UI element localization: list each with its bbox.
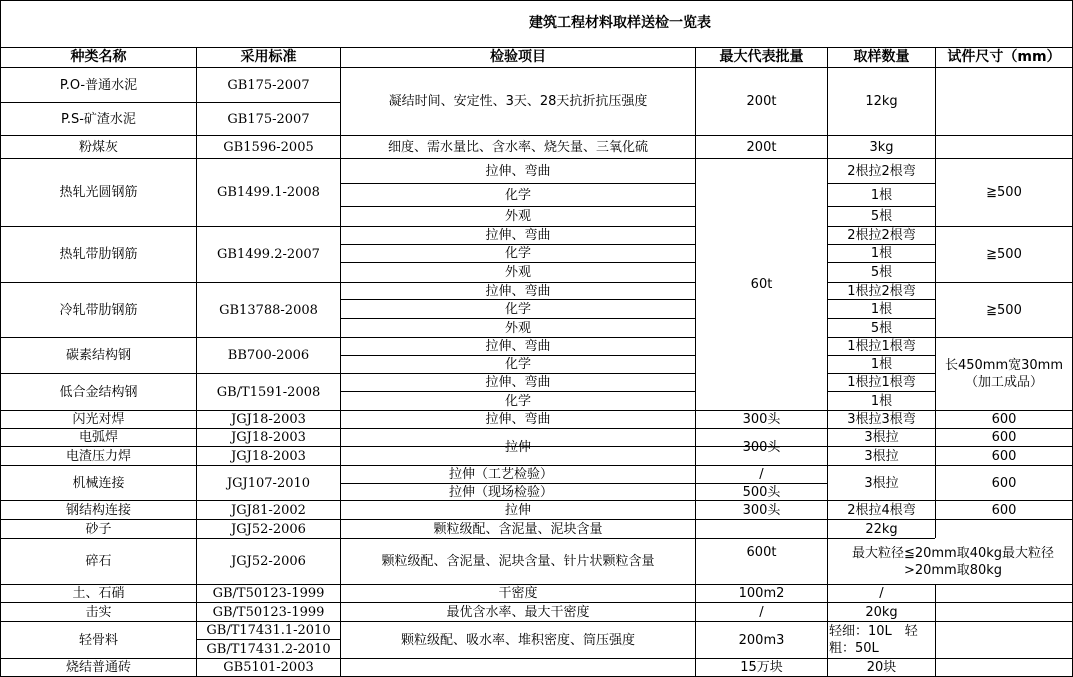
cell-brick-batch: 15万块 [740, 660, 783, 675]
cell-light-agg-batch: 200m3 [738, 632, 785, 648]
cell-round-bar-item-1: 拉伸、弯曲 [485, 163, 551, 179]
cell-mech-conn-standard: JGJ107-2010 [226, 475, 311, 491]
cell-steel-conn-items: 拉伸 [504, 502, 531, 518]
cell-mech-conn-item-2: 拉伸（现场检验） [448, 484, 553, 500]
cell-steel-conn-qty: 2根拉4根弯 [847, 502, 916, 518]
cell-flash-weld-qty: 3根拉3根弯 [847, 412, 916, 427]
cell-steel-conn-size: 600 [991, 502, 1017, 518]
cell-flash-weld-size: 600 [991, 412, 1017, 427]
cell-weld-items: 拉伸 [504, 439, 531, 455]
cell-alloy-steel-standard: GB/T1591-2008 [216, 384, 321, 400]
cell-mech-conn-batch-1: / [759, 467, 764, 482]
cell-flash-weld-items: 拉伸、弯曲 [485, 412, 551, 427]
cell-gravel-items: 颗粒级配、含泥量、泥块含量、针片状颗粒含量 [381, 554, 655, 569]
cell-compaction-items: 最优含水率、最大干密度 [446, 604, 590, 620]
cell-mech-conn-item-1: 拉伸（工艺检验） [448, 467, 553, 482]
cell-soil-name: 土、石硝 [72, 586, 125, 601]
cell-soil-qty: / [879, 586, 884, 601]
cell-brick-qty: 20块 [866, 660, 897, 675]
cell-flyash-name: 粉煤灰 [78, 139, 118, 155]
cell-ribbed-bar-size: ≧500 [986, 247, 1022, 262]
cell-steel-conn-name: 钢结构连接 [65, 502, 131, 518]
cell-sand-qty: 22kg [865, 521, 898, 537]
cell-ribbed-bar-item-3: 外观 [504, 265, 531, 280]
cell-electroslag-name: 电渣压力焊 [65, 448, 131, 464]
cell-ribbed-bar-qty-2: 1根 [870, 246, 893, 261]
cell-flyash-batch: 200t [746, 139, 777, 155]
cell-light-agg-items: 颗粒级配、吸水率、堆积密度、筒压强度 [400, 632, 635, 648]
cell-po-cement-standard: GB175-2007 [227, 77, 310, 93]
cell-ribbed-bar-item-2: 化学 [504, 246, 531, 261]
cell-carbon-steel-standard: BB700-2006 [227, 348, 310, 363]
cell-mech-conn-size: 600 [991, 475, 1017, 491]
cell-ps-cement-standard: GB175-2007 [227, 111, 310, 127]
cell-carbon-steel-qty-2: 1根 [870, 357, 893, 372]
cell-carbon-steel-qty-1: 1根拉1根弯 [847, 339, 916, 354]
cell-mech-conn-name: 机械连接 [72, 475, 125, 491]
cell-compaction-name: 击实 [85, 604, 112, 620]
cell-ribbed-bar-qty-3: 5根 [870, 265, 893, 280]
cell-electroslag-qty: 3根拉 [864, 448, 899, 464]
header-max-batch: 最大代表批量 [719, 49, 804, 65]
cell-sand-items: 颗粒级配、含泥量、泥块含量 [433, 521, 603, 537]
cell-round-bar-item-3: 外观 [504, 209, 531, 224]
cell-cold-bar-qty-3: 5根 [870, 320, 893, 336]
cell-alloy-steel-name: 低合金结构钢 [59, 384, 138, 400]
cell-round-bar-qty-3: 5根 [870, 209, 893, 224]
cell-cold-bar-item-2: 化学 [504, 301, 531, 317]
cell-arc-weld-size: 600 [991, 430, 1017, 445]
cell-cold-bar-qty-1: 1根拉2根弯 [847, 283, 916, 299]
cell-electroslag-size: 600 [991, 448, 1017, 464]
cell-sand-name: 砂子 [85, 521, 112, 537]
cell-compaction-batch: / [759, 604, 764, 620]
cell-flash-weld-batch: 300头 [742, 412, 781, 427]
cell-compaction-qty: 20kg [865, 604, 898, 620]
header-standard: 采用标准 [240, 49, 297, 65]
cell-po-cement-name: P.O-普通水泥 [59, 77, 138, 93]
cell-steel-conn-standard: JGJ81-2002 [231, 502, 306, 518]
cell-cement-batch: 200t [746, 94, 777, 109]
cell-cold-bar-item-3: 外观 [504, 320, 531, 336]
cell-gravel-standard: JGJ52-2006 [231, 554, 306, 569]
cell-light-agg-qty: 轻细：10L 轻粗：50L [829, 624, 918, 656]
header-specimen-size: 试件尺寸（mm） [947, 49, 1061, 65]
cell-soil-batch: 100m2 [738, 586, 785, 601]
cell-sand-standard: JGJ52-2006 [231, 521, 306, 537]
cell-soil-items: 干密度 [498, 586, 538, 601]
cell-aggregate-batch: 600t [746, 544, 777, 560]
cell-alloy-steel-item-1: 拉伸、弯曲 [485, 375, 551, 390]
cell-ribbed-bar-item-1: 拉伸、弯曲 [485, 228, 551, 243]
cell-ribbed-bar-name: 热轧带肋钢筋 [59, 247, 138, 262]
cell-mech-conn-batch-2: 500头 [742, 484, 781, 500]
cell-gravel-name: 碎石 [85, 554, 112, 569]
cell-round-bar-qty-2: 1根 [870, 187, 893, 203]
cell-cold-bar-standard: GB13788-2008 [219, 302, 318, 318]
cell-carbon-steel-name: 碳素结构钢 [65, 348, 131, 363]
cell-alloy-steel-qty-2: 1根 [870, 393, 893, 409]
cell-flash-weld-name: 闪光对焊 [72, 412, 125, 427]
cell-electroslag-standard: JGJ18-2003 [231, 448, 306, 464]
cell-cement-qty: 12kg [865, 94, 898, 109]
cell-ribbed-bar-qty-1: 2根拉2根弯 [847, 228, 916, 243]
cell-arc-weld-standard: JGJ18-2003 [231, 430, 306, 445]
cell-structural-size: 长450mm宽30mm（加工成品） [944, 358, 1063, 390]
cell-carbon-steel-item-2: 化学 [504, 357, 531, 372]
cell-cold-bar-item-1: 拉伸、弯曲 [485, 283, 551, 299]
cell-brick-standard: GB5101-2003 [223, 660, 314, 675]
cell-gravel-qty: 最大粒径≦20mm取40kg最大粒径>20mm取80kg [851, 545, 1055, 578]
header-category: 种类名称 [70, 49, 127, 65]
cell-alloy-steel-qty-1: 1根拉1根弯 [847, 375, 916, 390]
cell-alloy-steel-item-2: 化学 [504, 393, 531, 409]
cell-flash-weld-standard: JGJ18-2003 [231, 412, 306, 427]
cell-round-bar-size: ≧500 [986, 185, 1022, 200]
header-sample-qty: 取样数量 [853, 49, 910, 65]
cell-arc-weld-name: 电弧焊 [78, 430, 118, 445]
cell-ribbed-bar-standard: GB1499.2-2007 [217, 247, 320, 262]
cell-round-bar-item-2: 化学 [504, 187, 531, 203]
cell-compaction-standard: GB/T50123-1999 [212, 604, 325, 620]
cell-ps-cement-name: P.S-矿渣水泥 [61, 111, 136, 127]
cell-cement-items: 凝结时间、安定性、3天、28天抗折抗压强度 [388, 94, 648, 109]
cell-carbon-steel-item-1: 拉伸、弯曲 [485, 339, 551, 354]
cell-cold-bar-name: 冷轧带肋钢筋 [59, 302, 138, 318]
cell-light-agg-standard-1: GB/T17431.1-2010 [206, 623, 331, 638]
cell-brick-name: 烧结普通砖 [65, 660, 131, 675]
cell-flyash-qty: 3kg [869, 139, 894, 155]
cell-soil-standard: GB/T50123-1999 [212, 586, 325, 601]
header-test-items: 检验项目 [490, 49, 546, 65]
cell-round-bar-name: 热轧光圆钢筋 [59, 185, 138, 200]
cell-light-agg-name: 轻骨料 [78, 632, 118, 648]
page-title: 建筑工程材料取样送检一览表 [529, 14, 711, 31]
cell-steel-batch: 60t [750, 277, 773, 292]
cell-mech-conn-qty: 3根拉 [864, 475, 899, 491]
cell-cold-bar-size: ≧500 [986, 302, 1022, 318]
cell-weld-batch: 300头 [742, 439, 781, 455]
cell-cold-bar-qty-2: 1根 [870, 301, 893, 317]
cell-arc-weld-qty: 3根拉 [864, 430, 899, 445]
cell-steel-conn-batch: 300头 [742, 502, 781, 518]
cell-flyash-items: 细度、需水量比、含水率、烧矢量、三氧化硫 [387, 139, 648, 155]
cell-round-bar-standard: GB1499.1-2008 [217, 185, 320, 200]
cell-light-agg-standard-2: GB/T17431.2-2010 [206, 641, 331, 657]
cell-round-bar-qty-1: 2根拉2根弯 [847, 163, 916, 179]
cell-flyash-standard: GB1596-2005 [223, 139, 314, 155]
